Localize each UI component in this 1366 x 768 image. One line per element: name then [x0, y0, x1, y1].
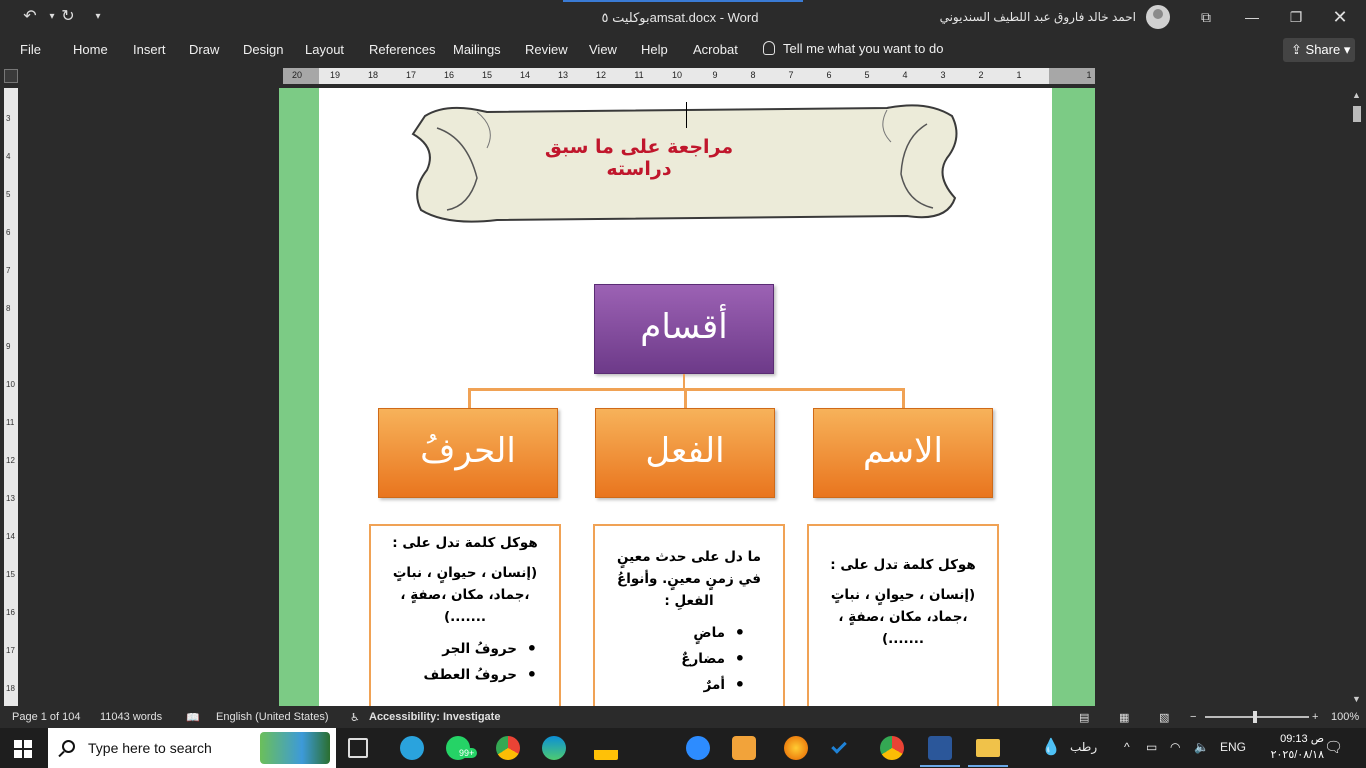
user-name[interactable]: احمد خالد فاروق عبد اللطيف السنديوني — [939, 10, 1136, 24]
text-cursor — [686, 102, 687, 128]
particle-desc-line1: هوكل كلمة تدل على : — [392, 535, 538, 551]
ruler-tick: 8 — [750, 70, 756, 80]
vertical-ruler-tick: 18 — [6, 684, 15, 693]
tell-me-search[interactable] — [763, 41, 943, 56]
ruler-tick: 6 — [826, 70, 832, 80]
scrollbar-thumb[interactable] — [1353, 106, 1361, 122]
ruler-tick: 7 — [788, 70, 794, 80]
word-count[interactable]: 11043 words — [100, 711, 163, 723]
todo-icon[interactable] — [831, 738, 847, 754]
wifi-icon[interactable]: ◠ — [1170, 740, 1181, 754]
ruler-tick: 16 — [443, 70, 455, 80]
connector-left — [468, 388, 471, 408]
tab-design[interactable]: Design — [243, 42, 284, 57]
vertical-ruler-tick: 3 — [6, 114, 11, 123]
noun-desc-line1: هوكل كلمة تدل على : — [830, 557, 976, 573]
title-accent-line — [563, 0, 803, 2]
search-highlight-image — [260, 732, 330, 764]
read-mode-icon[interactable]: ▤ — [1079, 712, 1090, 724]
accessibility-icon[interactable]: ♿ — [350, 712, 360, 724]
weather-icon[interactable]: 💧 — [1041, 739, 1061, 756]
tell-me-label: Tell me what you want to do — [783, 41, 944, 56]
app-icon[interactable] — [732, 736, 756, 760]
tab-help[interactable]: Help — [641, 42, 668, 57]
zoom-out-icon[interactable]: − — [1190, 711, 1197, 723]
lightbulb-icon — [763, 41, 775, 55]
clock-date: ٢٠٢٥/٠٨/١٨ — [1270, 749, 1324, 761]
verb-desc-line1: ما دل على حدث معينٍ في زمنٍ معينٍ. وأنواعُ الفعلِ : — [616, 549, 762, 609]
ruler-tick: 18 — [367, 70, 379, 80]
ribbon-display-options-icon[interactable]: ⧉ — [1201, 9, 1211, 25]
vertical-ruler-tick: 12 — [6, 456, 15, 465]
tray-overflow-icon[interactable]: ^ — [1124, 740, 1130, 754]
document-canvas[interactable] — [22, 88, 1344, 706]
list-item: • مضارعٌ — [607, 646, 725, 672]
vertical-ruler-tick: 17 — [6, 646, 15, 655]
proofing-icon[interactable]: 📖 — [186, 712, 200, 724]
vertical-ruler-tick: 8 — [6, 304, 11, 313]
telegram-icon[interactable] — [400, 736, 424, 760]
ruler-tick: 9 — [712, 70, 718, 80]
zoom-app-icon[interactable] — [686, 736, 710, 760]
ruler-tick: 15 — [481, 70, 493, 80]
volume-icon[interactable]: 🔈 — [1194, 740, 1209, 754]
list-item: • حروفُ الجر — [383, 636, 517, 662]
vertical-ruler-tick: 5 — [6, 190, 11, 199]
tab-draw[interactable]: Draw — [189, 42, 220, 57]
accessibility-status[interactable]: Accessibility: Investigate — [369, 711, 501, 723]
ruler-tick: 5 — [864, 70, 870, 80]
vertical-ruler-tick: 9 — [6, 342, 11, 351]
main-title-box[interactable]: أقسام — [594, 284, 774, 374]
ruler-tick: 10 — [671, 70, 683, 80]
print-layout-icon[interactable]: ▦ — [1119, 712, 1130, 724]
quick-access-dropdown-icon[interactable]: ▾ — [95, 11, 101, 22]
title-bar — [0, 0, 1366, 35]
connector-right — [902, 388, 905, 408]
connector-stem — [683, 374, 685, 388]
scroll-up-icon[interactable]: ▲ — [1352, 90, 1361, 100]
word-active-indicator — [920, 765, 960, 767]
connector-center — [684, 388, 687, 408]
status-bar — [0, 706, 1366, 728]
user-avatar-icon[interactable] — [1146, 5, 1170, 29]
vertical-ruler[interactable] — [4, 88, 18, 706]
share-icon: ⇪ — [1291, 42, 1302, 57]
file-explorer-icon[interactable] — [976, 739, 1000, 757]
tab-file[interactable]: File — [20, 42, 41, 57]
chrome-icon[interactable] — [496, 736, 520, 760]
vertical-ruler-tick: 10 — [6, 380, 15, 389]
page-count[interactable]: Page 1 of 104 — [12, 711, 81, 723]
verb-list — [607, 620, 771, 698]
close-icon[interactable]: ✕ — [1332, 7, 1348, 27]
tab-layout[interactable]: Layout — [305, 42, 345, 57]
ruler-tick: 4 — [902, 70, 908, 80]
noun-description-box[interactable] — [807, 524, 999, 706]
particle-list — [383, 636, 547, 688]
ruler-tick: 2 — [978, 70, 984, 80]
ruler-tick: 13 — [557, 70, 569, 80]
zoom-slider[interactable] — [1205, 716, 1309, 718]
zoom-in-icon[interactable]: + — [1312, 711, 1319, 723]
ruler-row — [0, 65, 1366, 87]
ruler-tick: 20 — [291, 70, 303, 80]
task-view-icon[interactable] — [348, 738, 368, 758]
ruler-tick: 1 — [1016, 70, 1022, 80]
redo-icon[interactable]: ↻ — [61, 8, 75, 25]
vertical-ruler-tick: 16 — [6, 608, 15, 617]
clock-time: ص 09:13 — [1280, 733, 1324, 745]
category-particle-box[interactable]: الحرفُ — [378, 408, 558, 498]
vertical-scrollbar[interactable] — [1350, 88, 1364, 706]
undo-dropdown-icon[interactable]: ▾ — [49, 11, 55, 22]
minimize-icon[interactable]: — — [1245, 9, 1259, 25]
ribbon-tabs — [0, 35, 1366, 65]
search-placeholder: Type here to search — [88, 740, 212, 756]
zoom-slider-thumb[interactable] — [1253, 711, 1257, 723]
category-noun-box[interactable]: الاسم — [813, 408, 993, 498]
weather-text[interactable]: رطب — [1070, 740, 1098, 754]
battery-icon[interactable]: ▭ — [1146, 740, 1158, 754]
restore-icon[interactable]: ❐ — [1289, 9, 1303, 25]
scroll-down-icon[interactable]: ▼ — [1352, 694, 1361, 704]
vertical-ruler-tick: 15 — [6, 570, 15, 579]
language-status[interactable]: English (United States) — [216, 711, 329, 723]
vertical-ruler-tick: 6 — [6, 228, 11, 237]
google-drive-icon[interactable] — [594, 736, 618, 760]
notification-icon[interactable]: 🗨 — [1324, 739, 1344, 756]
input-language[interactable]: ENG — [1220, 740, 1247, 754]
edge-icon[interactable] — [542, 736, 566, 760]
undo-icon[interactable]: ↶ — [23, 8, 37, 25]
category-verb-box[interactable]: الفعل — [595, 408, 775, 498]
share-button[interactable] — [1283, 38, 1355, 62]
share-dropdown-icon: ▾ — [1343, 42, 1351, 57]
vertical-ruler-tick: 13 — [6, 494, 15, 503]
word-icon[interactable] — [928, 736, 952, 760]
tab-home[interactable]: Home — [73, 42, 108, 57]
list-item: • حروفُ العطف — [383, 662, 517, 688]
tab-references[interactable]: References — [369, 42, 436, 57]
firefox-icon[interactable] — [784, 736, 808, 760]
tab-insert[interactable]: Insert — [133, 42, 166, 57]
tab-mailings[interactable]: Mailings — [453, 42, 501, 57]
search-icon — [62, 740, 75, 753]
list-item: • ماضٍ — [607, 620, 725, 646]
particle-description-box[interactable] — [369, 524, 561, 706]
ruler-tick: 12 — [595, 70, 607, 80]
ruler-tick: 1 — [1086, 70, 1092, 80]
verb-description-box[interactable] — [593, 524, 785, 706]
tab-review[interactable]: Review — [525, 42, 568, 57]
tab-acrobat[interactable]: Acrobat — [693, 42, 738, 57]
ruler-tick: 17 — [405, 70, 417, 80]
ruler-tick: 14 — [519, 70, 531, 80]
taskbar — [0, 728, 1366, 768]
page-body[interactable] — [319, 88, 1052, 706]
tab-view[interactable]: View — [589, 42, 617, 57]
ruler-tick: 11 — [634, 70, 644, 80]
vertical-ruler-tick: 7 — [6, 266, 11, 275]
taskbar-search[interactable] — [48, 728, 336, 768]
windows-start-icon[interactable] — [14, 740, 32, 758]
explorer-active-indicator — [968, 765, 1008, 767]
noun-desc-line2: (إنسان ، حيوانٍ ، نباتٍ ،جماد، مكان ،صفةٍ ، .......) — [830, 587, 976, 647]
clock[interactable] — [1264, 731, 1324, 763]
vertical-ruler-tick: 14 — [6, 532, 15, 541]
banner-title: مراجعة على ما سبق دراسته — [544, 136, 734, 180]
page[interactable] — [279, 88, 1095, 706]
tab-selector[interactable] — [4, 69, 18, 83]
whatsapp-badge: 99+ — [456, 748, 477, 758]
ruler-tick: 3 — [940, 70, 946, 80]
particle-desc-line2: (إنسان ، حيوانٍ ، نباتٍ ،جماد، مكان ،صفةٍ ، .......) — [392, 565, 538, 625]
vertical-ruler-tick: 11 — [6, 418, 15, 427]
ruler-tick: 19 — [329, 70, 341, 80]
zoom-level[interactable]: 100% — [1331, 711, 1360, 723]
horizontal-ruler[interactable] — [283, 68, 1095, 84]
list-item: • أمرٌ — [607, 672, 725, 698]
share-label: Share — [1305, 42, 1341, 57]
web-layout-icon[interactable]: ▧ — [1159, 712, 1170, 724]
document-title: بوكليت ٥amsat.docx - Word — [601, 10, 759, 25]
vertical-ruler-tick: 4 — [6, 152, 11, 161]
chrome-profile-icon[interactable] — [880, 736, 904, 760]
